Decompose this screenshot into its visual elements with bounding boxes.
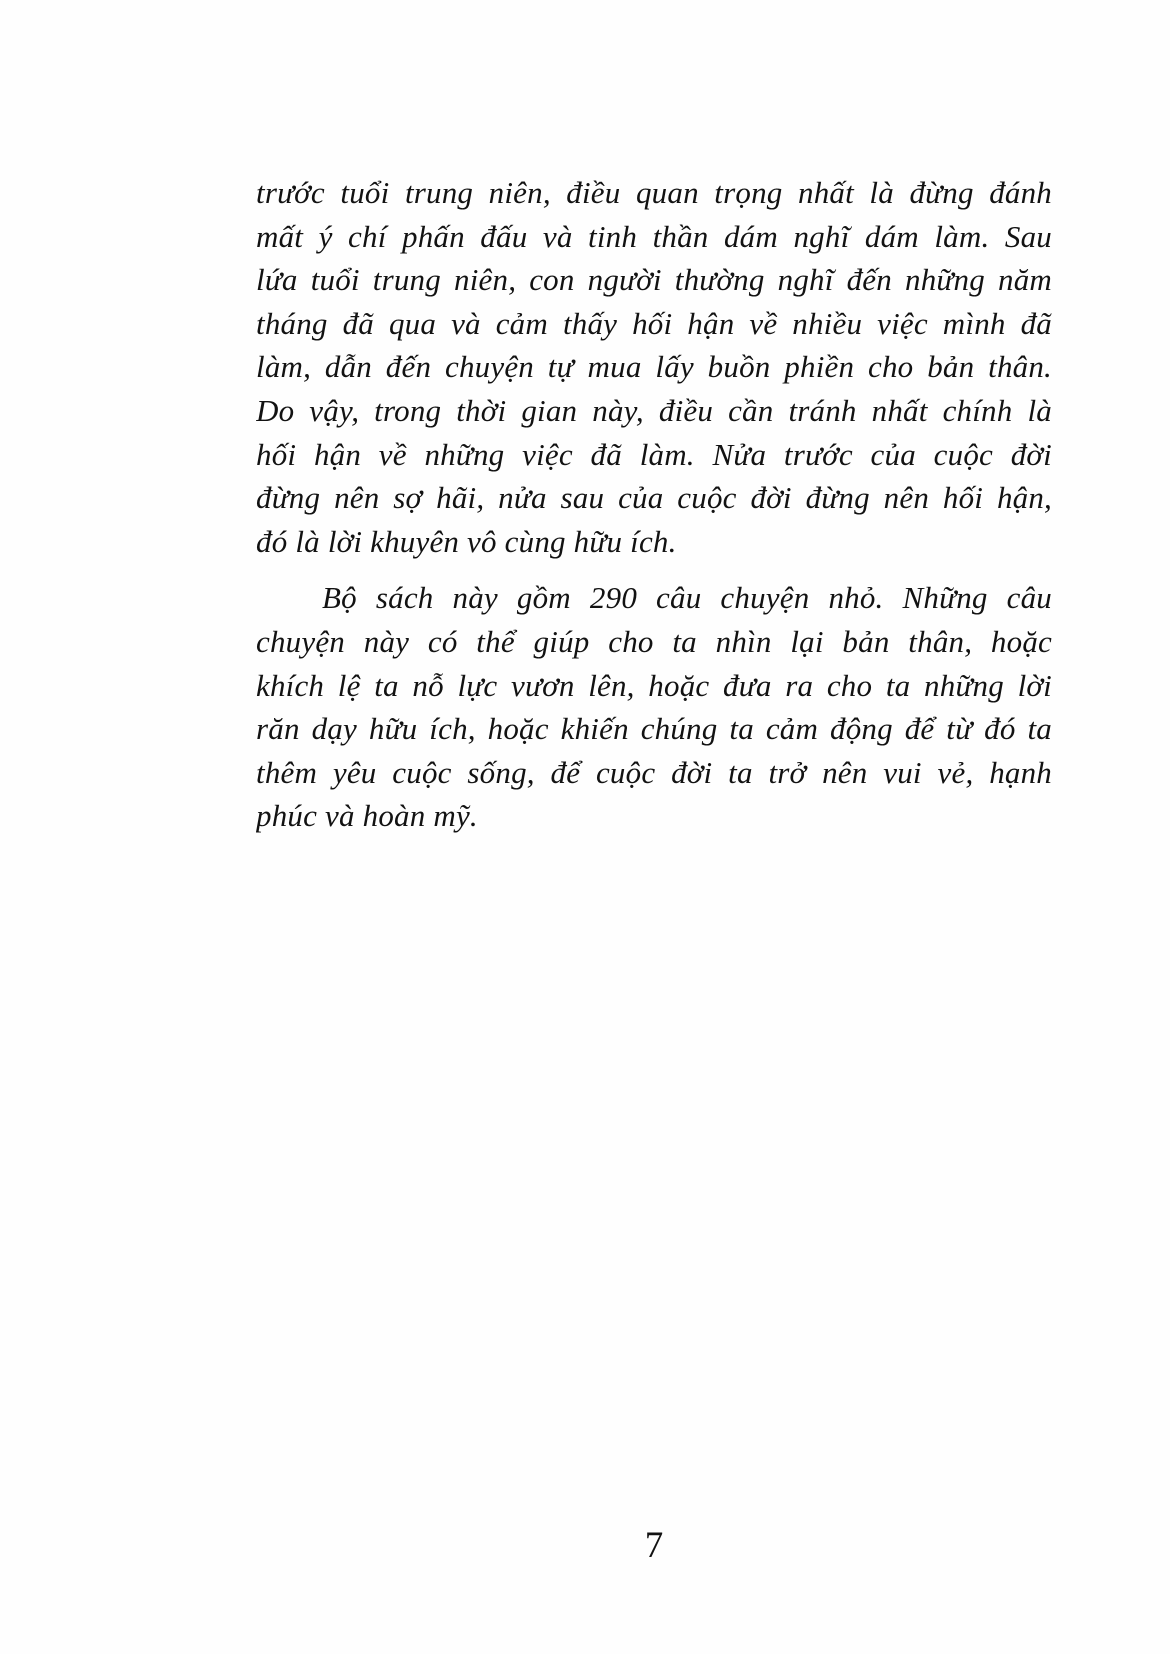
paragraph	[256, 171, 1052, 563]
text-line: phúc và hoàn mỹ.	[256, 798, 478, 834]
text-line: thêm yêu cuộc sống, để cuộc đời ta trở nên vui vẻ, hạnh	[256, 754, 1052, 790]
text-line: răn dạy hữu ích, hoặc khiến chúng ta cảm động để từ đó ta	[256, 711, 1052, 747]
text-line: chuyện này có thể giúp cho ta nhìn lại bản thân, hoặc	[256, 623, 1052, 659]
paragraph	[256, 576, 1052, 838]
text-line: làm, dẫn đến chuyện tự mua lấy buồn phiền cho bản thân.	[256, 349, 1052, 385]
page-number: 7	[644, 1525, 664, 1566]
text-line: tháng đã qua và cảm thấy hối hận về nhiều việc mình đã	[256, 305, 1052, 341]
text-line: mất ý chí phấn đấu và tinh thần dám nghĩ dám làm. Sau	[256, 218, 1052, 254]
body-text	[256, 171, 1052, 838]
text-line: khích lệ ta nỗ lực vươn lên, hoặc đưa ra cho ta những lời	[256, 667, 1052, 703]
text-line: Bộ sách này gồm 290 câu chuyện nhỏ. Những câu	[322, 580, 1052, 616]
text-line: đừng nên sợ hãi, nửa sau của cuộc đời đừng nên hối hận,	[256, 480, 1052, 516]
text-line: hối hận về những việc đã làm. Nửa trước của cuộc đời	[256, 436, 1052, 472]
text-line: đó là lời khuyên vô cùng hữu ích.	[256, 523, 677, 559]
text-line: Do vậy, trong thời gian này, điều cần tránh nhất chính là	[256, 392, 1052, 428]
text-line: trước tuổi trung niên, điều quan trọng nhất là đừng đánh	[256, 175, 1052, 210]
text-line: lứa tuổi trung niên, con người thường nghĩ đến những năm	[256, 262, 1052, 298]
